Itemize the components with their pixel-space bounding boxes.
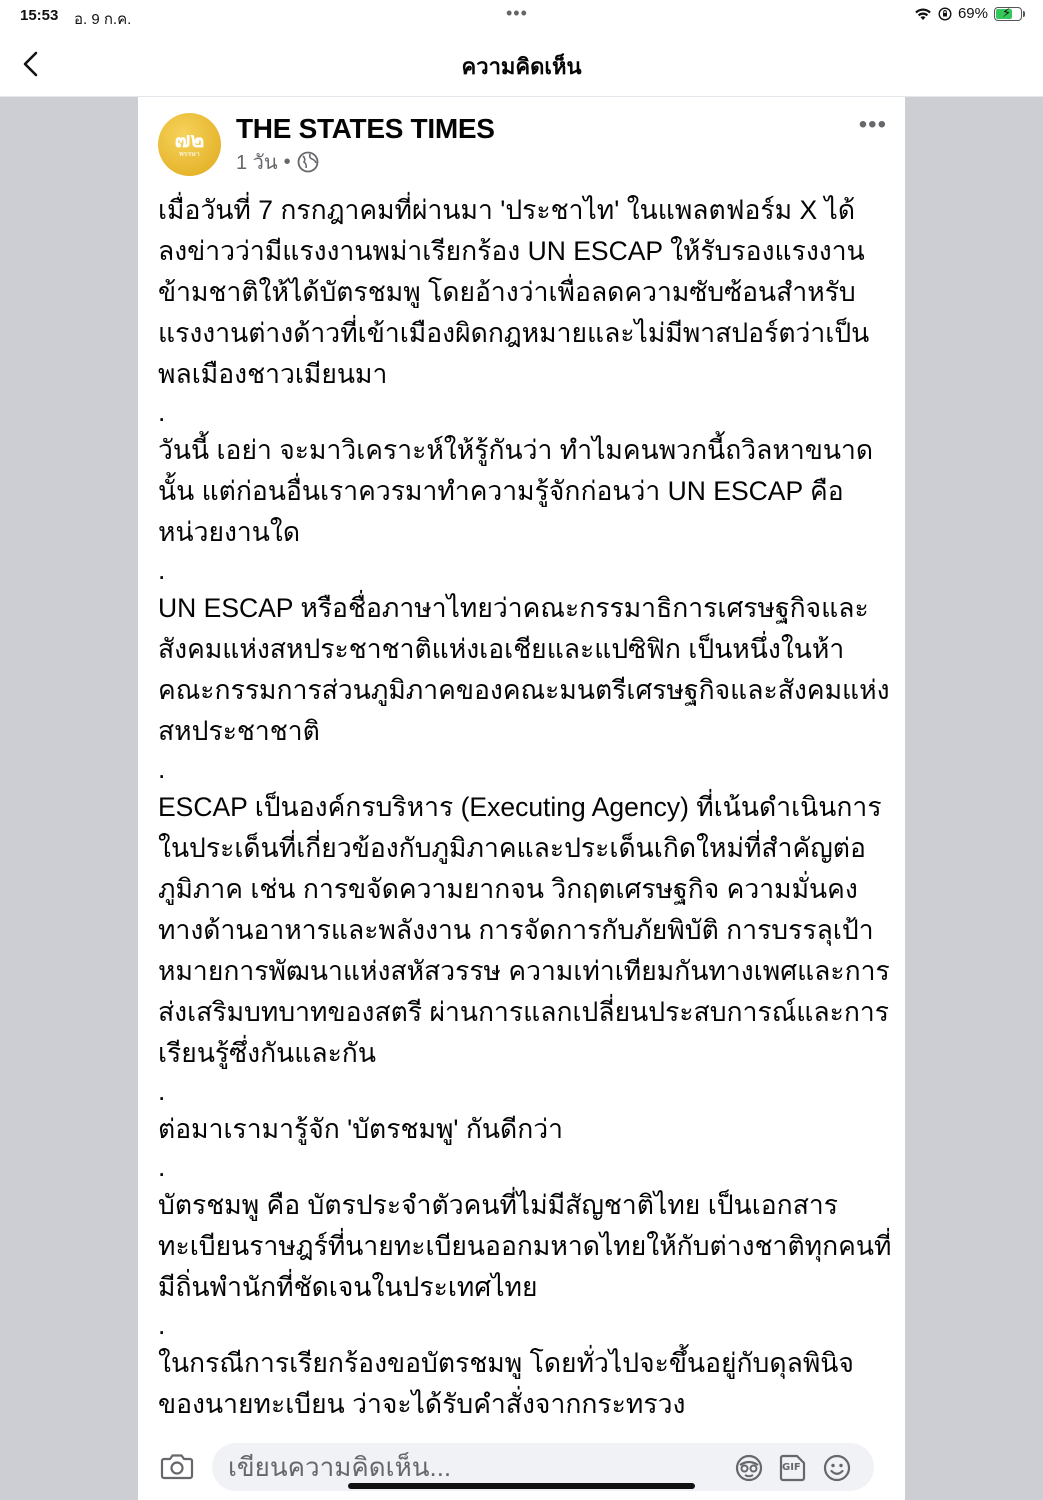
post-body (158, 190, 893, 1425)
page-avatar[interactable] (158, 113, 221, 176)
battery-tip (1023, 11, 1025, 17)
post-paragraph: เมื่อวันที่ 7 กรกฎาคมที่ผ่านมา 'ประชาไท' ในแพลตฟอร์ม X ได้ลงข่าวว่ามีแรงงานพม่าเรียกร้อง UN ESCAP ให้รับรองแรงงานข้ามชาติให้ได้บัตรชมพู โดยอ้างว่าเพื่อลดความซับซ้อนสำหรับแรงงานต่างด้าวที่เข้าเมืองผิดกฎหมายและไม่มีพาสปอร์ตว่าเป็นพลเมืองชาวเมียนมา (158, 195, 870, 389)
paragraph-separator: . (158, 555, 166, 585)
paragraph-separator: . (158, 754, 166, 784)
orientation-lock-icon (938, 7, 952, 21)
gif-label: GIF (782, 1462, 801, 1473)
post-paragraph: ESCAP เป็นองค์กรบริหาร (Executing Agency) ที่เน้นดำเนินการในประเด็นที่เกี่ยวข้องกับภูมิภาคและประเด็นเกิดใหม่ที่สำคัญต่อภูมิภาค เช่น การขจัดความยากจน วิกฤตเศรษฐกิจ ความมั่นคงทางด้านอาหารและพลังงาน การจัดการกับภัยพิบัติ การบรรลุเป้าหมายการพัฒนาแห่งสหัสวรรษ ความเท่าเทียมกันทางเพศและการส่งเสริมบทบาทของสตรี ผ่านการแลกเปลี่ยนประสบการณ์และการเรียนรู้ซึ่งกันและกัน (158, 792, 890, 1068)
post-time[interactable]: 1 วัน (236, 152, 278, 174)
post-paragraph: ต่อมาเรามารู้จัก 'บัตรชมพู' กันดีกว่า (158, 1114, 564, 1144)
status-bar (0, 0, 1043, 32)
post-paragraph: วันนี้ เอย่า จะมาวิเคราะห์ให้รู้กันว่า ทำไมคนพวกนี้ถวิลหาขนาดนั้น แต่ก่อนอื่นเราควรมาทำความรู้จักก่อนว่า UN ESCAP คือหน่วยงานใด (158, 435, 874, 547)
paragraph-separator: . (158, 1152, 166, 1182)
post-card (138, 97, 905, 1500)
camera-button[interactable] (160, 1451, 194, 1481)
composer-icons (734, 1453, 852, 1483)
avatar-logo-mark: ๗๒ (174, 127, 205, 152)
avatar-sticker-icon[interactable] (734, 1453, 764, 1483)
post-meta (236, 146, 319, 178)
charging-bolt-icon: ⚡ (1002, 4, 1012, 20)
paragraph-separator: . (158, 397, 166, 427)
paragraph-separator: . (158, 1076, 166, 1106)
emoji-icon[interactable] (822, 1453, 852, 1483)
camera-icon (160, 1451, 194, 1481)
page-name-link[interactable]: THE STATES TIMES (236, 113, 495, 144)
more-options-button[interactable]: ••• (858, 111, 887, 138)
page-title: ความคิดเห็น (461, 54, 582, 79)
battery-icon (994, 4, 1022, 21)
status-indicators (914, 5, 1025, 22)
status-time: 15:53 (20, 7, 59, 24)
comment-bar (138, 1434, 905, 1500)
post-paragraph: บัตรชมพู คือ บัตรประจำตัวคนที่ไม่มีสัญชาติไทย เป็นเอกสารทะเบียนราษฎร์ที่นายทะเบียนออกมหาดไทยให้กับต่างชาติทุกคนที่มีถิ่นพำนักที่ชัดเจนในประเทศไทย (158, 1190, 892, 1302)
meta-separator: • (283, 150, 291, 173)
battery-percent: 69% (957, 5, 988, 22)
post-paragraph: ในกรณีการเรียกร้องขอบัตรชมพู โดยทั่วไปจะขึ้นอยู่กับดุลพินิจของนายทะเบียน ว่าจะได้รับคำสั่งจากกระทรวง (158, 1348, 854, 1419)
avatar-logo-subtext: พรรษา (179, 151, 200, 158)
status-date: อ. 9 ก.ค. (74, 11, 132, 28)
paragraph-separator: . (158, 1310, 166, 1340)
home-indicator[interactable] (348, 1483, 695, 1489)
nav-bar (0, 32, 1043, 97)
wifi-icon (914, 7, 932, 21)
multitasking-dots[interactable]: ••• (506, 3, 528, 23)
gif-button[interactable] (778, 1453, 808, 1483)
globe-icon (297, 151, 319, 173)
post-paragraph: UN ESCAP หรือชื่อภาษาไทยว่าคณะกรรมาธิการเศรษฐกิจและสังคมแห่งสหประชาชาติแห่งเอเชียและแปซิฟิก เป็นหนึ่งในห้าคณะกรรมการส่วนภูมิภาคของคณะมนตรีเศรษฐกิจและสังคมแห่งสหประชาชาติ (158, 593, 890, 746)
